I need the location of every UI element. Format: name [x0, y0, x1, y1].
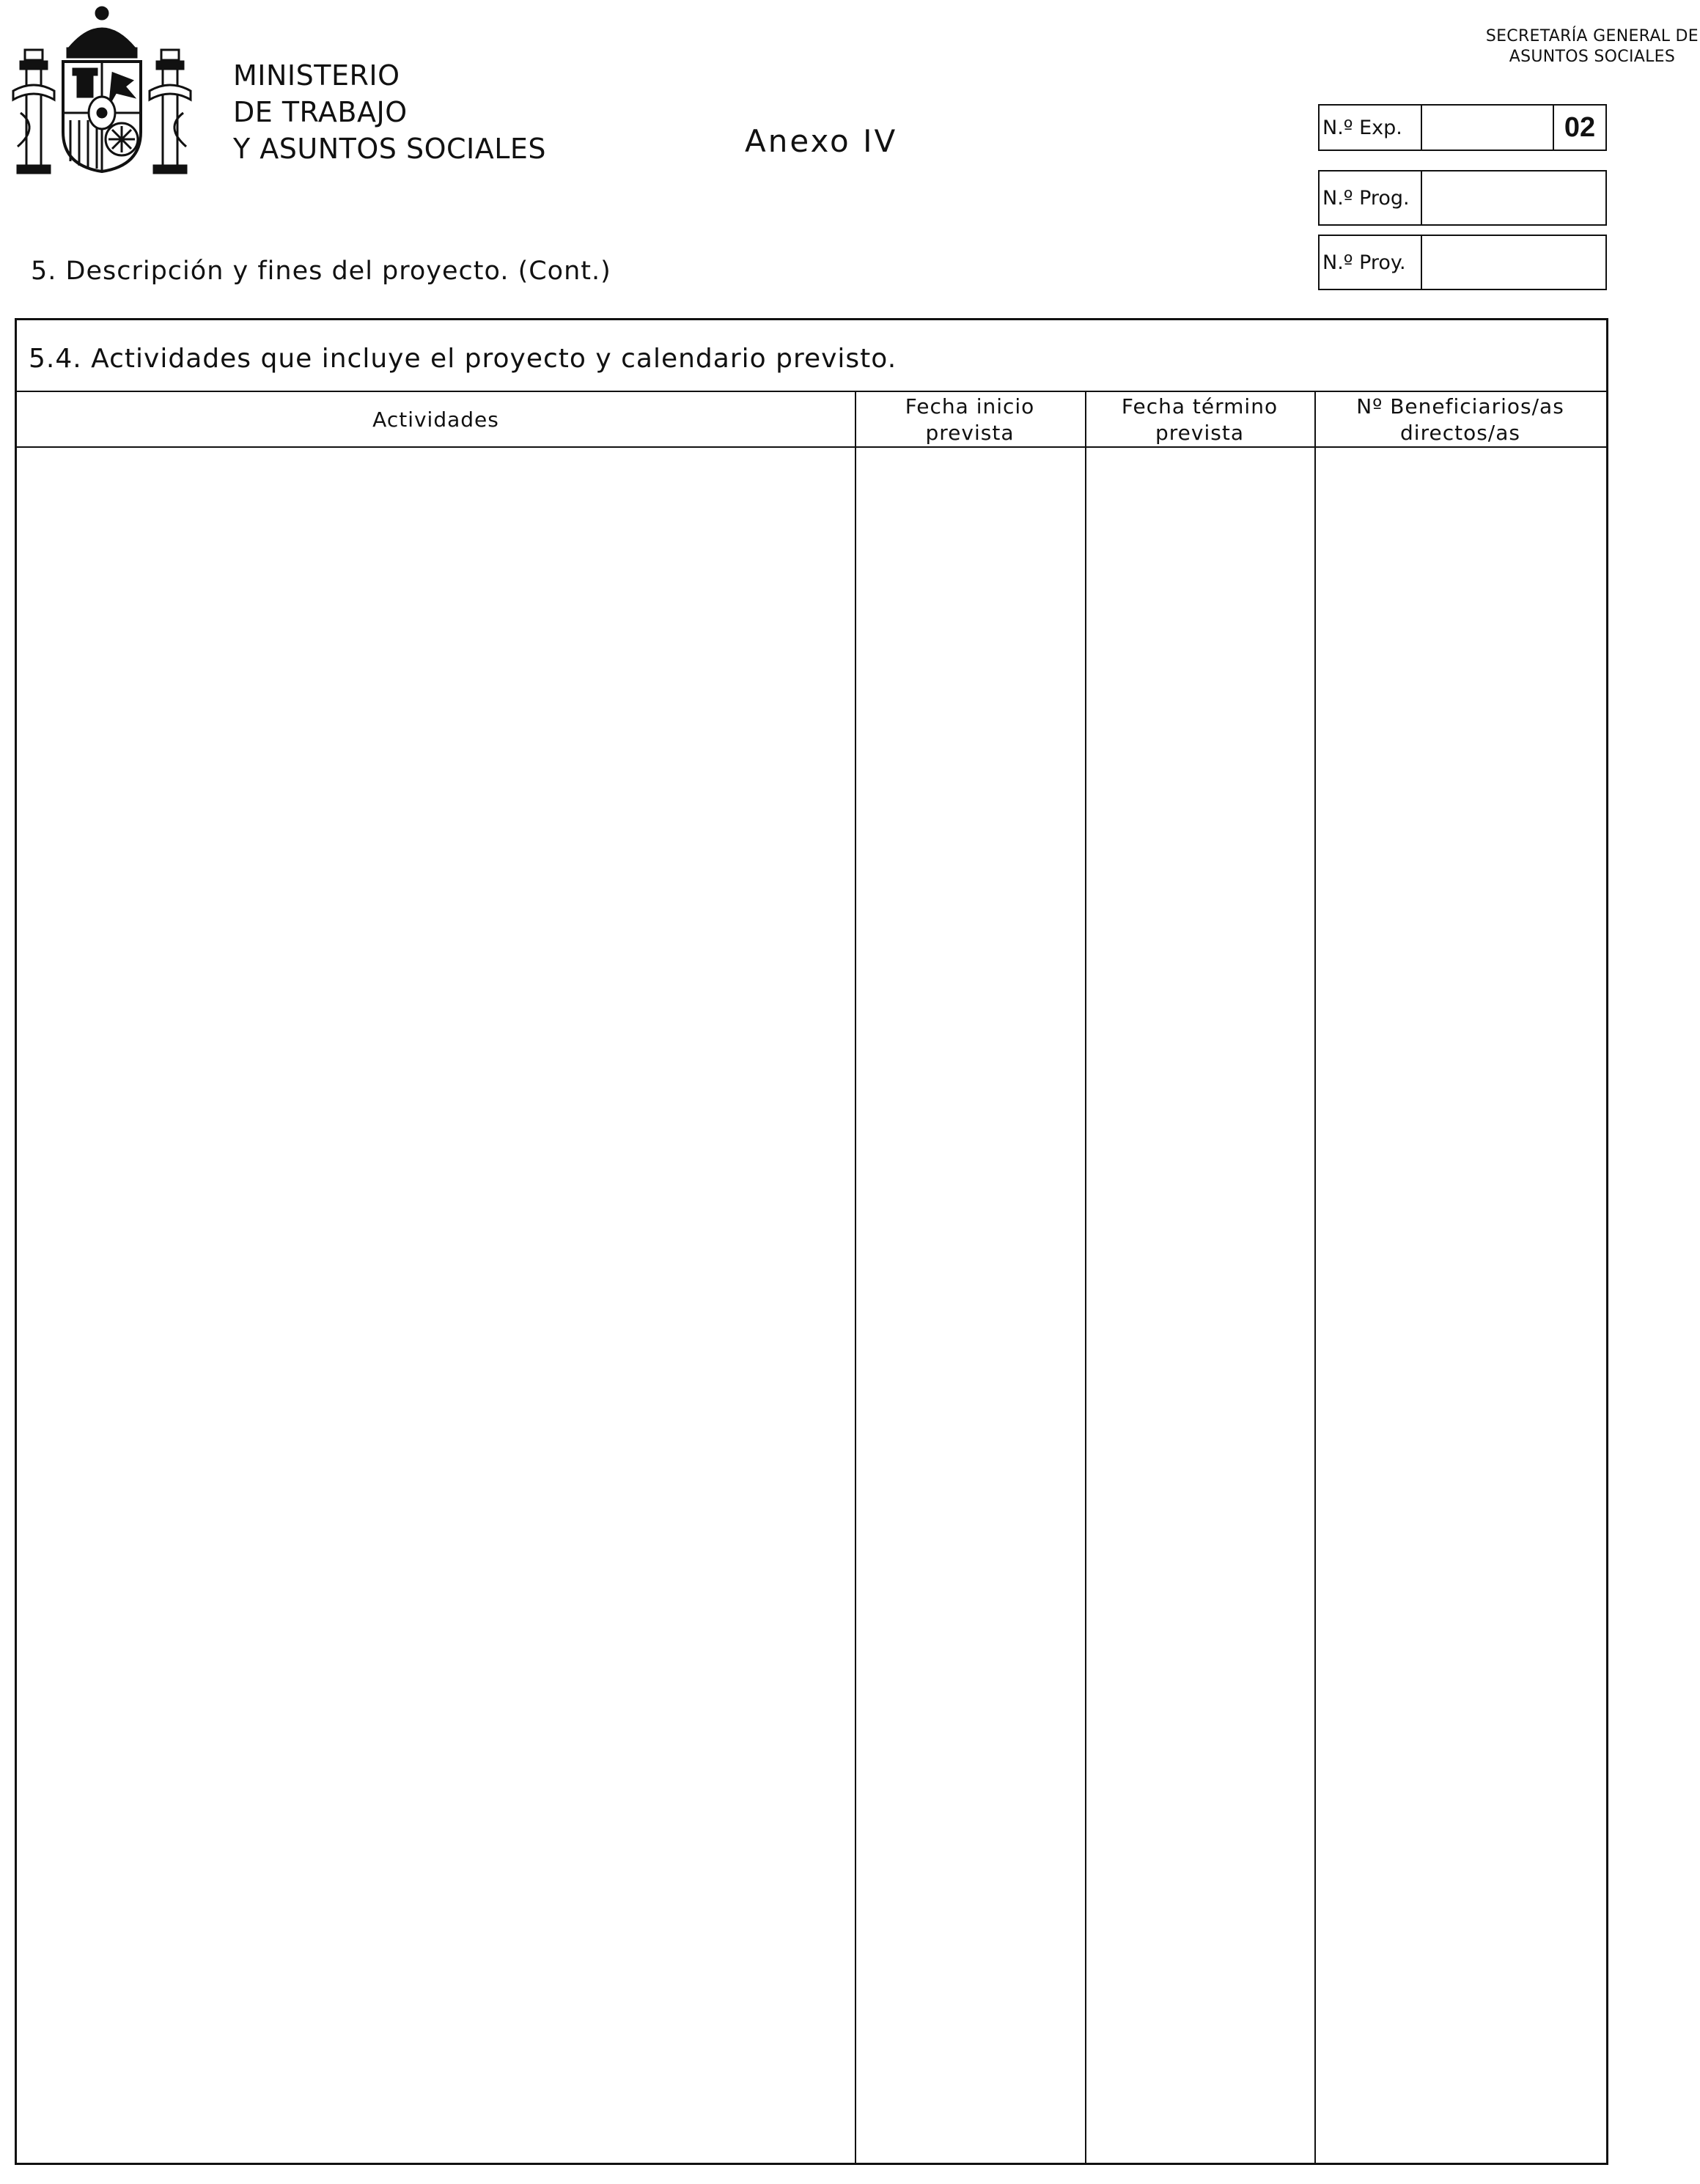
programa-number-field[interactable]: [1422, 171, 1605, 224]
activities-table: [17, 392, 1606, 2163]
proyecto-label: N.º Proy.: [1320, 236, 1422, 289]
column-header-label: Fecha inicio prevista: [905, 394, 1035, 445]
actividades-field[interactable]: [17, 448, 855, 2163]
programa-number-box: [1318, 170, 1607, 226]
expediente-number-field[interactable]: [1422, 106, 1553, 150]
table-header-row: [17, 392, 1606, 448]
annex-title: Anexo IV: [745, 123, 898, 159]
column-header-actividades: [17, 392, 855, 448]
ministry-line-2: DE TRABAJO: [233, 96, 408, 128]
beneficiarios-field[interactable]: [1316, 448, 1606, 2163]
secretaria-line-1: SECRETARÍA GENERAL DE: [1485, 27, 1699, 45]
section-heading: 5. Descripción y fines del proyecto. (Cont.): [31, 257, 611, 286]
expediente-code: 02: [1553, 106, 1605, 150]
column-header-label: Nº Beneficiarios/as directos/as: [1356, 394, 1564, 445]
ministry-line-1: MINISTERIO: [233, 59, 400, 92]
ministry-line-3: Y ASUNTOS SOCIALES: [233, 133, 547, 165]
fecha-termino-field[interactable]: [1086, 448, 1314, 2163]
secretaria-line-2: ASUNTOS SOCIALES: [1509, 48, 1676, 66]
column-header-beneficiarios: [1314, 392, 1606, 448]
proyecto-number-box: [1318, 235, 1607, 290]
coat-of-arms-icon: [10, 3, 194, 176]
ministry-name: [233, 57, 546, 167]
form-caption: 5.4. Actividades que incluye el proyecto y calendario previsto.: [17, 320, 1606, 392]
programa-label: N.º Prog.: [1320, 171, 1422, 224]
column-header-fecha-inicio: [855, 392, 1085, 448]
expediente-number-box: [1318, 104, 1607, 151]
expediente-label: N.º Exp.: [1320, 106, 1422, 150]
column-header-label: Actividades: [372, 407, 499, 432]
activities-form: [15, 318, 1608, 2165]
fecha-inicio-field[interactable]: [856, 448, 1085, 2163]
column-header-label: Fecha término prevista: [1121, 394, 1278, 445]
column-header-fecha-termino: [1085, 392, 1314, 448]
secretaria-general: [1486, 26, 1699, 67]
proyecto-number-field[interactable]: [1422, 236, 1605, 289]
